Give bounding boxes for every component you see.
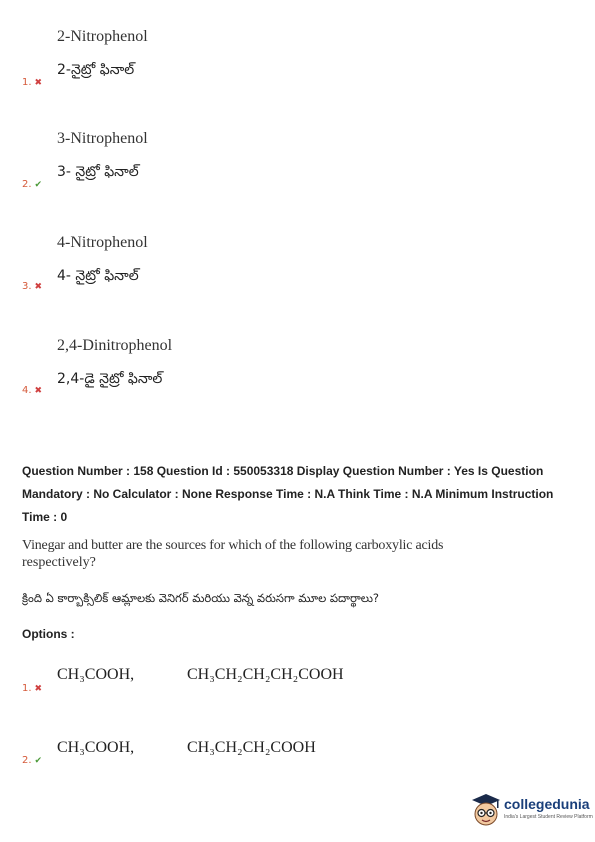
option-telugu-text: 3- నైట్రో ఫినాల్ bbox=[57, 164, 139, 180]
option-english-text: 3-Nitrophenol bbox=[57, 130, 148, 147]
option-formula-a: CH₃COOH, bbox=[57, 666, 135, 683]
mascot-icon bbox=[470, 792, 502, 828]
question-text-english bbox=[22, 537, 462, 571]
metadata-line: Time : 0 bbox=[22, 510, 68, 524]
question-metadata bbox=[22, 460, 582, 529]
wrong-mark-icon: ✖ bbox=[34, 78, 43, 88]
question-text-line: respectively? bbox=[22, 555, 96, 570]
wrong-mark-icon: ✖ bbox=[34, 386, 43, 396]
question-text-line: Vinegar and butter are the sources for which of the following carboxylic acids bbox=[22, 538, 444, 553]
logo-tagline: India's Largest Student Review Platform bbox=[504, 814, 593, 820]
question-text-telugu: క్రింది ఏ కార్బాక్సిలిక్ ఆమ్లాలకు వెనిగర్ మరియు వెన్న వరుసగా మూల పదార్థాలు? bbox=[22, 591, 380, 605]
option-number bbox=[22, 755, 42, 766]
option-number-label: 4. bbox=[22, 385, 32, 396]
option-english-text: 4-Nitrophenol bbox=[57, 234, 148, 251]
option-number bbox=[22, 683, 42, 694]
options-heading: Options : bbox=[22, 627, 75, 641]
option-number-label: 3. bbox=[22, 281, 32, 292]
correct-mark-icon: ✔ bbox=[34, 180, 43, 190]
metadata-line: Question Number : 158 Question Id : 550053318 Display Question Number : Yes Is Question bbox=[22, 464, 544, 478]
option-formula-b: CH₃CH₂CH₂COOH bbox=[187, 739, 316, 756]
wrong-mark-icon: ✖ bbox=[34, 282, 43, 292]
option-telugu-text: 4- నైట్రో ఫినాల్ bbox=[57, 268, 139, 284]
option-formula-a: CH₃COOH, bbox=[57, 739, 135, 756]
option-number bbox=[22, 179, 42, 190]
option-english-text: 2-Nitrophenol bbox=[57, 28, 148, 45]
logo-wordmark: collegedunia bbox=[504, 796, 590, 812]
option-english-text: 2,4-Dinitrophenol bbox=[57, 337, 173, 354]
metadata-line: Mandatory : No Calculator : None Response Time : N.A Think Time : N.A Minimum Instruction bbox=[22, 487, 554, 501]
option-number bbox=[22, 281, 42, 292]
option-telugu-text: 2-నైట్రో ఫినాల్ bbox=[57, 62, 135, 78]
option-number-label: 1. bbox=[22, 77, 32, 88]
wrong-mark-icon: ✖ bbox=[34, 684, 43, 694]
option-number bbox=[22, 77, 42, 88]
option-number-label: 1. bbox=[22, 683, 32, 694]
collegedunia-logo bbox=[470, 792, 593, 832]
option-number-label: 2. bbox=[22, 179, 32, 190]
option-number bbox=[22, 385, 42, 396]
option-telugu-text: 2,4-డై నైట్రో ఫినాల్ bbox=[57, 371, 163, 387]
option-number-label: 2. bbox=[22, 755, 32, 766]
correct-mark-icon: ✔ bbox=[34, 756, 43, 766]
option-formula-b: CH₃CH₂CH₂CH₂COOH bbox=[187, 666, 344, 683]
